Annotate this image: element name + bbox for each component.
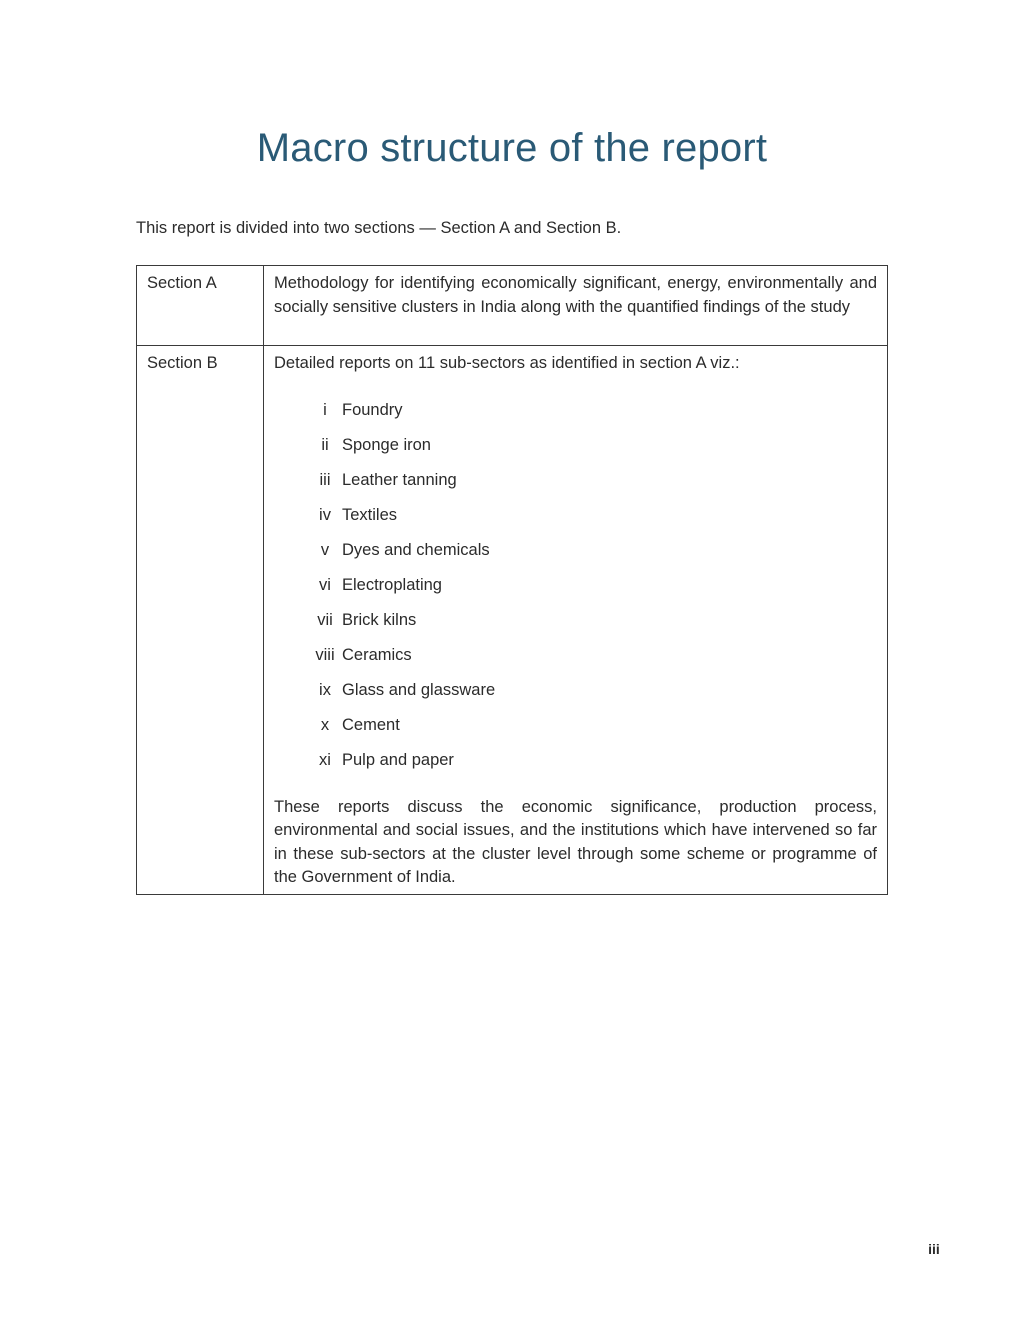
section-a-description: Methodology for identifying economically significant, energy, environmentally and socially sensitive clusters in India along with the quantified findings of the study bbox=[264, 266, 888, 346]
list-item bbox=[274, 644, 877, 679]
list-item-numeral: iv bbox=[319, 505, 331, 524]
list-item-numeral: vi bbox=[319, 575, 331, 594]
page-number: iii bbox=[928, 1241, 940, 1257]
list-item-numeral: vii bbox=[317, 610, 333, 629]
page-title: Macro structure of the report bbox=[256, 126, 768, 170]
sub-sector-list bbox=[274, 399, 877, 773]
table-row-section-a bbox=[137, 266, 888, 346]
list-item-label: Foundry bbox=[342, 400, 403, 419]
list-item bbox=[274, 574, 877, 609]
list-item-label: Sponge iron bbox=[342, 435, 431, 454]
table-row-section-b bbox=[137, 346, 888, 895]
report-structure-table bbox=[136, 265, 888, 895]
list-item-numeral: ii bbox=[321, 435, 329, 454]
intro-paragraph: This report is divided into two sections — Section A and Section B. bbox=[136, 219, 622, 237]
list-item bbox=[274, 399, 877, 434]
list-item-numeral: v bbox=[320, 540, 330, 559]
list-item-label: Ceramics bbox=[342, 645, 412, 664]
list-item-label: Textiles bbox=[342, 505, 398, 524]
list-item-label: Leather tanning bbox=[342, 470, 457, 489]
list-item bbox=[274, 434, 877, 469]
list-item-label: Glass and glassware bbox=[342, 680, 496, 699]
list-item-numeral: x bbox=[320, 715, 330, 734]
list-item-numeral: i bbox=[323, 400, 327, 419]
list-item-numeral: ix bbox=[319, 680, 331, 699]
section-a-label: Section A bbox=[137, 266, 264, 346]
section-b-lead: Detailed reports on 11 sub-sectors as identified in section A viz.: bbox=[274, 354, 740, 372]
section-b-label: Section B bbox=[137, 346, 264, 895]
list-item-numeral: viii bbox=[315, 645, 335, 664]
list-item-label: Electroplating bbox=[342, 575, 442, 594]
list-item bbox=[274, 749, 877, 773]
section-b-description bbox=[264, 346, 888, 895]
list-item-label: Dyes and chemicals bbox=[342, 540, 490, 559]
list-item bbox=[274, 469, 877, 504]
list-item-numeral: xi bbox=[319, 750, 331, 769]
list-item-label: Brick kilns bbox=[342, 610, 417, 629]
list-item bbox=[274, 504, 877, 539]
list-item-label: Pulp and paper bbox=[342, 750, 454, 769]
list-item bbox=[274, 714, 877, 749]
list-item-numeral: iii bbox=[319, 470, 331, 489]
section-b-closing: These reports discuss the economic significance, production process, environmental and social issues, and the institutions which have intervened so far in these sub-sectors at the cluster level through some scheme or programme of the Government of India. bbox=[274, 797, 877, 886]
list-item bbox=[274, 539, 877, 574]
list-item bbox=[274, 609, 877, 644]
list-item bbox=[274, 679, 877, 714]
list-item-label: Cement bbox=[342, 715, 400, 734]
